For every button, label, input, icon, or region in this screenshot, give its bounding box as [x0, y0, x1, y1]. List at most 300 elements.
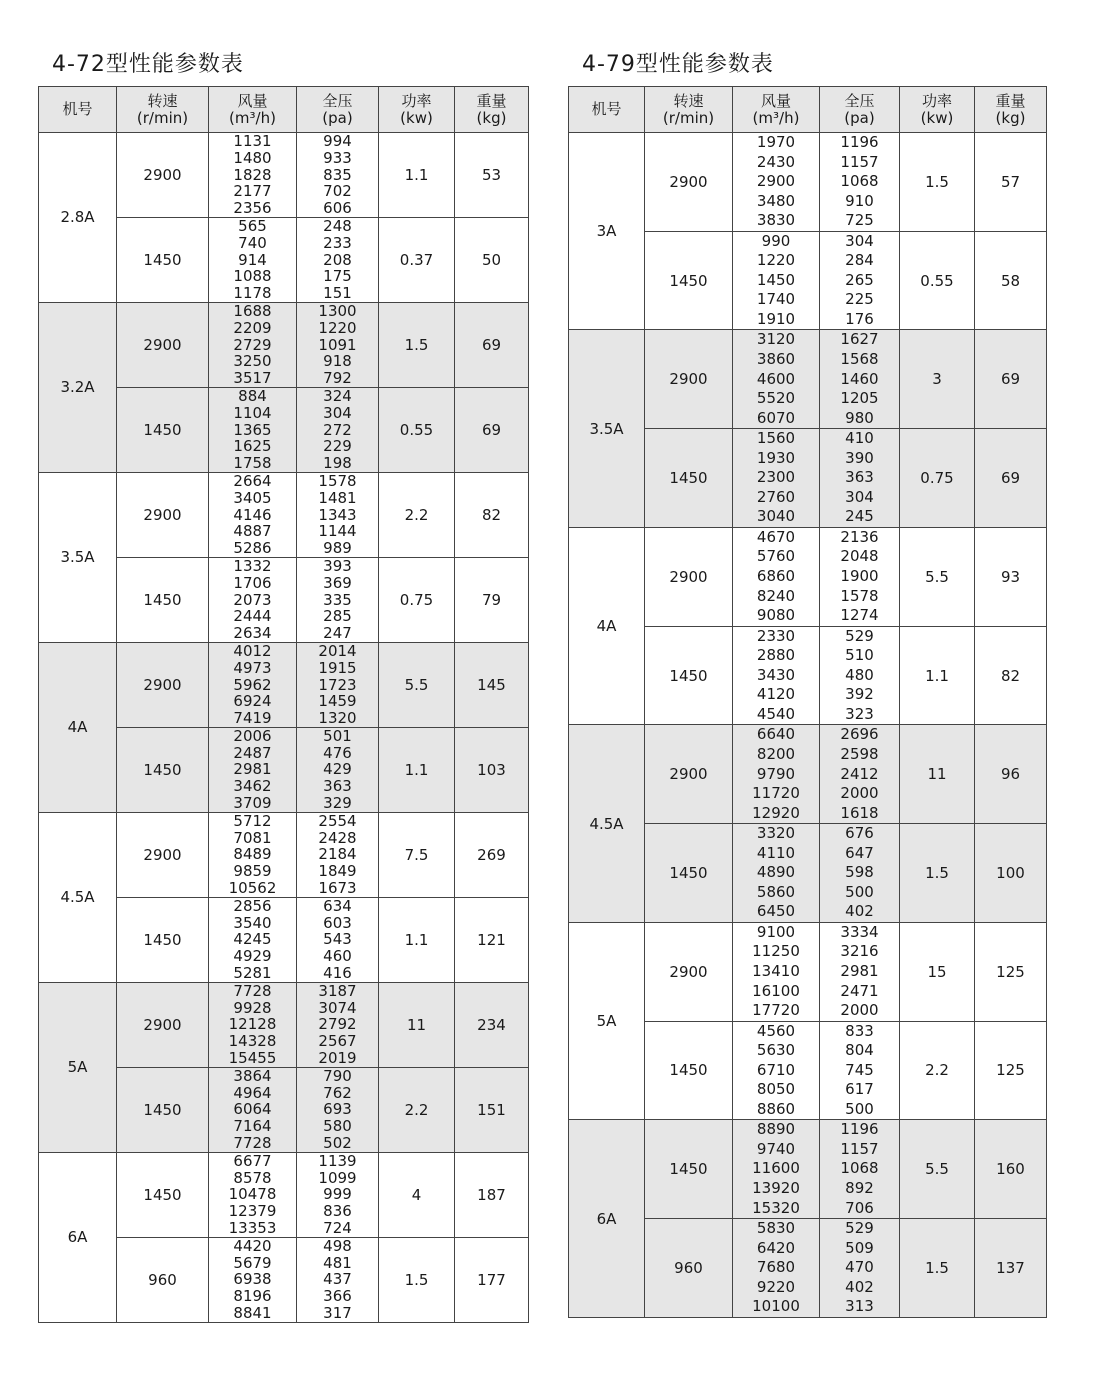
pressure-value: 304	[845, 231, 874, 250]
pressure-value: 2184	[318, 845, 357, 864]
pressure-cell	[820, 133, 900, 232]
speed-cell: 2900	[117, 812, 209, 897]
pressure-value: 617	[845, 1080, 874, 1099]
pressure-value: 725	[845, 211, 874, 230]
weight-cell: 160	[975, 1120, 1047, 1219]
speed-cell: 1450	[117, 1067, 209, 1152]
header-row	[569, 87, 1047, 133]
pressure-value: 265	[845, 270, 874, 289]
airflow-value: 14328	[228, 1032, 277, 1051]
airflow-value: 7419	[233, 709, 272, 728]
airflow-value: 4012	[233, 641, 272, 660]
table-row	[569, 133, 1047, 232]
table-title: 4-72型性能参数表	[52, 52, 244, 77]
pressure-value: 693	[323, 1100, 352, 1119]
column-header-unit: (r/min)	[136, 108, 189, 127]
table-row	[569, 1120, 1047, 1219]
pressure-value: 3216	[840, 942, 879, 961]
table-4-79-section	[568, 52, 1046, 1318]
airflow-value: 2073	[233, 590, 272, 609]
table-row	[39, 982, 529, 1067]
pressure-value: 910	[845, 191, 874, 210]
pressure-value: 225	[845, 290, 874, 309]
column-header-unit: (kw)	[400, 108, 433, 127]
airflow-value: 5679	[233, 1253, 272, 1272]
airflow-value: 4973	[233, 658, 272, 677]
airflow-cell	[733, 527, 820, 626]
airflow-value: 4890	[756, 863, 796, 882]
power-cell: 3	[900, 330, 975, 429]
pressure-value: 836	[323, 1202, 352, 1221]
table-row	[569, 922, 1047, 1021]
pressure-value: 1723	[318, 675, 357, 694]
pressure-cell	[297, 1152, 379, 1237]
pressure-value: 2014	[318, 641, 357, 660]
airflow-value: 6070	[756, 408, 796, 427]
airflow-value: 6064	[233, 1100, 272, 1119]
pressure-cell	[297, 897, 379, 982]
pressure-value: 1460	[840, 369, 879, 388]
airflow-value: 2356	[233, 199, 272, 218]
airflow-value: 1332	[233, 556, 272, 575]
airflow-value: 1104	[233, 403, 272, 422]
column-header-unit: (kw)	[920, 108, 954, 127]
model-cell: 3.5A	[569, 330, 645, 527]
airflow-value: 3462	[233, 777, 272, 796]
pressure-value: 2567	[318, 1032, 357, 1051]
pressure-value: 437	[323, 1270, 352, 1289]
airflow-value: 6860	[756, 567, 796, 586]
pressure-value: 2981	[840, 961, 879, 980]
airflow-value: 3250	[233, 352, 272, 371]
pressure-value: 1157	[840, 152, 879, 171]
pressure-value: 313	[845, 1297, 874, 1316]
column-header-name: 重量	[995, 91, 1026, 110]
airflow-value: 8050	[756, 1080, 796, 1099]
weight-cell: 234	[455, 982, 529, 1067]
airflow-value: 4964	[233, 1083, 272, 1102]
speed-cell: 2900	[645, 133, 733, 232]
weight-cell: 100	[975, 824, 1047, 923]
column-header	[379, 87, 455, 133]
table-body	[569, 133, 1047, 1318]
pressure-value: 1673	[318, 879, 357, 898]
weight-cell: 93	[975, 527, 1047, 626]
airflow-cell	[209, 387, 297, 472]
airflow-value: 1740	[756, 290, 796, 309]
pressure-value: 2000	[840, 1001, 879, 1020]
airflow-value: 8240	[756, 586, 796, 605]
airflow-cell	[733, 133, 820, 232]
pressure-value: 1139	[318, 1151, 357, 1170]
airflow-value: 6938	[233, 1270, 272, 1289]
pressure-cell	[820, 231, 900, 330]
airflow-value: 1560	[756, 429, 796, 448]
power-cell: 11	[379, 982, 455, 1067]
pressure-value: 1274	[840, 606, 879, 625]
pressure-value: 833	[845, 1021, 874, 1040]
airflow-value: 4670	[756, 527, 796, 546]
airflow-value: 12379	[228, 1202, 277, 1221]
column-header-name: 机号	[62, 100, 93, 118]
airflow-value: 7728	[233, 981, 272, 1000]
airflow-value: 11720	[752, 784, 800, 803]
pressure-value: 580	[323, 1117, 352, 1136]
pressure-value: 790	[323, 1066, 352, 1085]
airflow-cell	[209, 1067, 297, 1152]
airflow-value: 16100	[752, 981, 800, 1000]
airflow-value: 3040	[756, 507, 796, 526]
power-cell: 0.55	[379, 387, 455, 472]
table-row	[39, 642, 529, 727]
airflow-value: 9740	[756, 1139, 796, 1158]
speed-cell: 1450	[117, 217, 209, 302]
pressure-value: 745	[845, 1060, 874, 1079]
airflow-value: 9859	[233, 862, 272, 881]
airflow-value: 4600	[756, 369, 796, 388]
pressure-value: 1627	[840, 330, 879, 349]
pressure-value: 402	[845, 902, 874, 921]
pressure-value: 208	[323, 250, 352, 269]
pressure-value: 989	[323, 539, 352, 558]
pressure-value: 500	[845, 1099, 874, 1118]
pressure-value: 498	[323, 1236, 352, 1255]
weight-cell: 145	[455, 642, 529, 727]
airflow-value: 1688	[233, 301, 272, 320]
airflow-value: 4929	[233, 947, 272, 966]
airflow-cell	[733, 231, 820, 330]
airflow-value: 13410	[752, 961, 800, 980]
airflow-value: 8890	[756, 1120, 796, 1139]
pressure-value: 1099	[318, 1168, 357, 1187]
weight-cell: 187	[455, 1152, 529, 1237]
airflow-value: 740	[238, 233, 267, 252]
airflow-value: 2664	[233, 471, 272, 490]
pressure-cell	[820, 429, 900, 528]
pressure-value: 476	[323, 743, 352, 762]
airflow-value: 2300	[756, 468, 796, 487]
speed-cell: 2900	[645, 527, 733, 626]
airflow-cell	[733, 429, 820, 528]
airflow-value: 2880	[756, 646, 796, 665]
airflow-value: 9220	[756, 1277, 796, 1296]
column-header-name: 机号	[591, 100, 622, 118]
airflow-value: 2487	[233, 743, 272, 762]
pressure-value: 176	[845, 309, 874, 328]
pressure-cell	[297, 727, 379, 812]
pressure-value: 892	[845, 1178, 874, 1197]
column-header	[297, 87, 379, 133]
column-header	[645, 87, 733, 133]
airflow-value: 5281	[233, 964, 272, 983]
pressure-value: 1578	[840, 586, 879, 605]
pressure-value: 2471	[840, 981, 879, 1000]
airflow-cell	[209, 727, 297, 812]
airflow-cell	[209, 217, 297, 302]
table-row	[39, 302, 529, 387]
airflow-value: 8200	[756, 744, 796, 763]
airflow-value: 3540	[233, 913, 272, 932]
airflow-value: 4540	[756, 704, 796, 723]
airflow-cell	[209, 302, 297, 387]
pressure-cell	[820, 330, 900, 429]
speed-cell: 1450	[645, 231, 733, 330]
airflow-value: 5962	[233, 675, 272, 694]
airflow-cell	[209, 642, 297, 727]
pressure-value: 2000	[840, 784, 879, 803]
pressure-value: 248	[323, 216, 352, 235]
pressure-value: 510	[845, 646, 874, 665]
airflow-value: 990	[761, 231, 791, 250]
performance-table	[38, 86, 529, 1323]
airflow-value: 2729	[233, 335, 272, 354]
airflow-value: 1758	[233, 454, 272, 473]
power-cell: 0.75	[900, 429, 975, 528]
airflow-value: 6924	[233, 692, 272, 711]
column-header	[820, 87, 900, 133]
airflow-value: 8578	[233, 1168, 272, 1187]
column-header	[39, 87, 117, 133]
weight-cell: 79	[455, 557, 529, 642]
airflow-value: 4120	[756, 685, 796, 704]
airflow-cell	[733, 1219, 820, 1318]
pressure-cell	[820, 1120, 900, 1219]
pressure-value: 999	[323, 1185, 352, 1204]
airflow-value: 10100	[752, 1297, 800, 1316]
pressure-cell	[297, 133, 379, 218]
pressure-value: 933	[323, 148, 352, 167]
pressure-value: 393	[323, 556, 352, 575]
airflow-value: 7164	[233, 1117, 272, 1136]
model-cell: 5A	[569, 922, 645, 1119]
table-row	[569, 725, 1047, 824]
airflow-value: 3864	[233, 1066, 272, 1085]
airflow-value: 2856	[233, 896, 272, 915]
pressure-value: 1320	[318, 709, 357, 728]
weight-cell: 82	[975, 626, 1047, 725]
pressure-cell	[820, 1219, 900, 1318]
pressure-value: 335	[323, 590, 352, 609]
pressure-value: 2792	[318, 1015, 357, 1034]
power-cell: 7.5	[379, 812, 455, 897]
column-header-unit: (r/min)	[662, 108, 715, 127]
speed-cell: 960	[117, 1237, 209, 1322]
model-cell: 4.5A	[39, 812, 117, 982]
airflow-value: 1970	[756, 133, 796, 151]
airflow-value: 4245	[233, 930, 272, 949]
airflow-value: 1625	[233, 437, 272, 456]
pressure-value: 980	[845, 408, 874, 427]
pressure-value: 1578	[318, 471, 357, 490]
pressure-value: 1205	[840, 389, 879, 408]
airflow-value: 7081	[233, 828, 272, 847]
speed-cell: 1450	[117, 727, 209, 812]
column-header-unit: (m³/h)	[229, 108, 276, 127]
column-header-unit: (kg)	[995, 108, 1026, 127]
pressure-value: 1220	[318, 318, 357, 337]
pressure-value: 1849	[318, 862, 357, 881]
pressure-value: 229	[323, 437, 352, 456]
airflow-cell	[733, 922, 820, 1021]
airflow-value: 884	[238, 386, 267, 405]
airflow-value: 1178	[233, 284, 272, 303]
pressure-cell	[297, 1067, 379, 1152]
airflow-value: 2900	[756, 172, 796, 191]
table-title: 4-79型性能参数表	[582, 52, 774, 77]
pressure-cell	[820, 922, 900, 1021]
pressure-value: 835	[323, 165, 352, 184]
airflow-value: 1131	[233, 132, 272, 150]
airflow-value: 1706	[233, 573, 272, 592]
speed-cell: 2900	[117, 642, 209, 727]
pressure-value: 304	[323, 403, 352, 422]
airflow-value: 8489	[233, 845, 272, 864]
pressure-value: 603	[323, 913, 352, 932]
pressure-value: 481	[323, 1253, 352, 1272]
pressure-value: 702	[323, 182, 352, 201]
pressure-value: 804	[845, 1041, 874, 1060]
pressure-value: 1091	[318, 335, 357, 354]
airflow-cell	[209, 472, 297, 557]
power-cell: 11	[900, 725, 975, 824]
speed-cell: 1450	[117, 557, 209, 642]
power-cell: 0.75	[379, 557, 455, 642]
airflow-value: 8196	[233, 1287, 272, 1306]
pressure-value: 2048	[840, 547, 879, 566]
pressure-value: 1068	[840, 172, 879, 191]
power-cell: 2.2	[379, 472, 455, 557]
pressure-value: 792	[323, 369, 352, 388]
pressure-value: 994	[323, 132, 352, 150]
pressure-value: 3334	[840, 922, 879, 941]
column-header-name: 风量	[237, 91, 268, 110]
airflow-value: 5520	[756, 389, 796, 408]
airflow-value: 3320	[756, 824, 796, 843]
airflow-value: 2006	[233, 726, 272, 745]
weight-cell: 82	[455, 472, 529, 557]
weight-cell: 121	[455, 897, 529, 982]
pressure-value: 598	[845, 863, 874, 882]
model-cell: 3A	[569, 133, 645, 330]
pressure-value: 2412	[840, 764, 879, 783]
airflow-value: 8860	[756, 1099, 796, 1118]
airflow-value: 2760	[756, 487, 796, 506]
pressure-cell	[297, 812, 379, 897]
airflow-value: 9928	[233, 998, 272, 1017]
speed-cell: 1450	[117, 897, 209, 982]
weight-cell: 137	[975, 1219, 1047, 1318]
speed-cell: 1450	[645, 824, 733, 923]
pressure-value: 1196	[840, 1120, 879, 1139]
airflow-value: 1910	[756, 309, 796, 328]
pressure-value: 1196	[840, 133, 879, 151]
column-header-name: 功率	[921, 91, 952, 110]
column-header	[117, 87, 209, 133]
weight-cell: 177	[455, 1237, 529, 1322]
airflow-value: 3120	[756, 330, 796, 349]
table-row	[39, 133, 529, 218]
weight-cell: 58	[975, 231, 1047, 330]
airflow-value: 6420	[756, 1238, 796, 1257]
airflow-value: 12920	[752, 803, 800, 822]
weight-cell: 69	[975, 429, 1047, 528]
airflow-value: 15455	[228, 1049, 277, 1068]
airflow-value: 2209	[233, 318, 272, 337]
pressure-cell	[297, 642, 379, 727]
airflow-value: 7728	[233, 1134, 272, 1153]
speed-cell: 1450	[117, 1152, 209, 1237]
power-cell: 1.5	[379, 1237, 455, 1322]
model-cell: 5A	[39, 982, 117, 1152]
weight-cell: 103	[455, 727, 529, 812]
airflow-cell	[733, 330, 820, 429]
column-header	[455, 87, 529, 133]
pressure-value: 762	[323, 1083, 352, 1102]
airflow-cell	[733, 725, 820, 824]
airflow-value: 3405	[233, 488, 272, 507]
airflow-value: 9100	[756, 922, 796, 941]
pressure-value: 151	[323, 284, 352, 303]
airflow-value: 9790	[756, 764, 796, 783]
model-cell: 4A	[569, 527, 645, 724]
airflow-value: 8841	[233, 1303, 272, 1322]
weight-cell: 125	[975, 922, 1047, 1021]
column-header-name: 全压	[322, 91, 353, 110]
airflow-value: 11600	[752, 1159, 800, 1178]
pressure-value: 706	[845, 1198, 874, 1217]
airflow-value: 2634	[233, 624, 272, 643]
pressure-value: 416	[323, 964, 352, 983]
speed-cell: 2900	[117, 302, 209, 387]
speed-cell: 2900	[645, 725, 733, 824]
airflow-value: 6677	[233, 1151, 272, 1170]
pressure-value: 543	[323, 930, 352, 949]
airflow-value: 2981	[233, 760, 272, 779]
pressure-cell	[297, 472, 379, 557]
column-header-name: 全压	[844, 91, 875, 110]
pressure-value: 1481	[318, 488, 357, 507]
airflow-value: 4560	[756, 1021, 796, 1040]
pressure-cell	[297, 982, 379, 1067]
pressure-value: 2428	[318, 828, 357, 847]
pressure-value: 634	[323, 896, 352, 915]
airflow-value: 5860	[756, 882, 796, 901]
airflow-value: 3709	[233, 794, 272, 813]
airflow-value: 2430	[756, 152, 796, 171]
airflow-value: 1365	[233, 420, 272, 439]
airflow-value: 7680	[756, 1258, 796, 1277]
column-header-unit: (kg)	[476, 108, 507, 127]
airflow-cell	[733, 1120, 820, 1219]
speed-cell: 2900	[645, 330, 733, 429]
airflow-value: 5630	[756, 1041, 796, 1060]
pressure-cell	[297, 557, 379, 642]
pressure-cell	[297, 302, 379, 387]
column-header-unit: (pa)	[844, 108, 875, 127]
pressure-value: 460	[323, 947, 352, 966]
pressure-value: 1900	[840, 567, 879, 586]
pressure-cell	[297, 387, 379, 472]
power-cell: 2.2	[379, 1067, 455, 1152]
power-cell: 1.5	[379, 302, 455, 387]
airflow-value: 1088	[233, 267, 272, 286]
pressure-value: 175	[323, 267, 352, 286]
power-cell: 2.2	[900, 1021, 975, 1120]
pressure-value: 1157	[840, 1139, 879, 1158]
pressure-value: 501	[323, 726, 352, 745]
airflow-value: 6640	[756, 725, 796, 744]
weight-cell: 50	[455, 217, 529, 302]
